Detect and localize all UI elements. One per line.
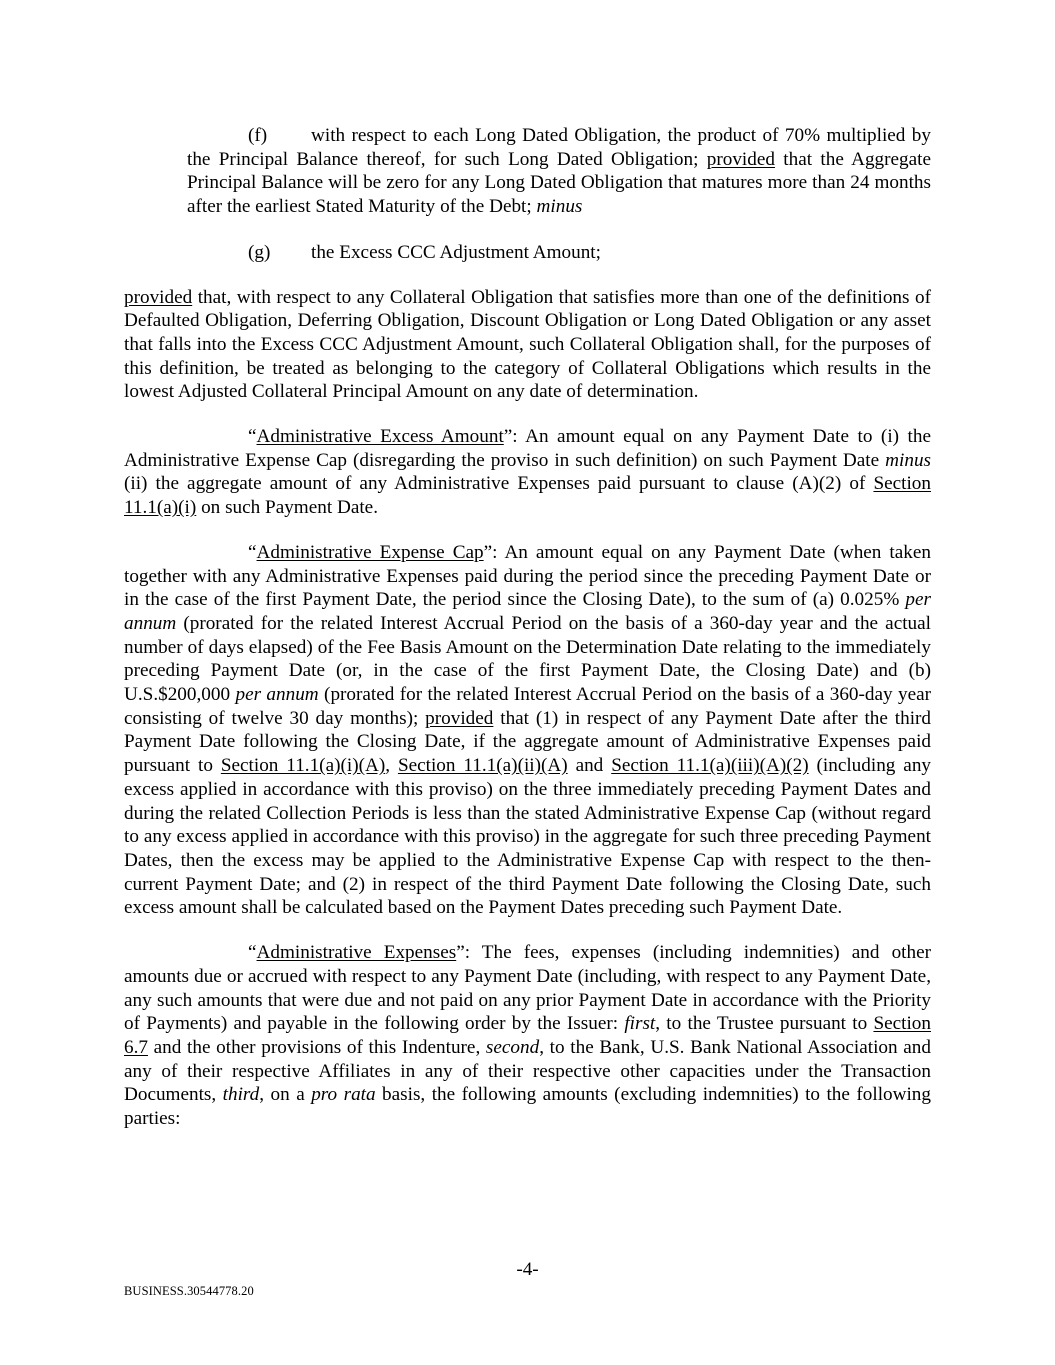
clause-text: the Excess CCC Adjustment Amount;: [311, 241, 601, 263]
proviso-paragraph: [124, 286, 931, 405]
clause-f: [187, 124, 931, 219]
proviso-text: that, with respect to any Collateral Obligation that satisfies more than one of the definitions of Defaulted Obligation, Deferring Obligation, Discount Obligation or Long Dated Obligation or any asset that falls into the Excess CCC Adjustment Amount, such Collateral Obligation shall, for the purposes of this definition, be treated as belonging to the category of Collateral Obligations which results in the lowest Adjusted Collateral Principal Amount on any date of determination.: [124, 286, 931, 403]
definition-text: The fees, expenses (including indemnities) and other amounts due or accrued with respect to any Payment Date (including, with respect to any Payment Date, any such amounts that were due and not paid on any prior Payment Date in accordance with the Priority of Payments) and payable in the following order by the Issuer:: [124, 942, 931, 1035]
definition-text: on such Payment Date.: [196, 497, 378, 519]
provided-term: provided: [124, 286, 193, 308]
open-quote: “: [248, 426, 257, 448]
per-annum-term: per annum: [124, 589, 931, 634]
definition-text: basis, the following amounts (excluding indemnities) to the following parties:: [124, 1084, 931, 1130]
close-quote: ”:: [503, 426, 526, 448]
definition-text: (prorated for the related Interest Accrual Period on the basis of a 360-day year consisting of twelve 30 day months);: [124, 684, 932, 729]
minus-term: minus: [536, 196, 583, 218]
definition-text: and: [567, 755, 612, 777]
definition-administrative-excess-amount: [124, 425, 931, 520]
page-number: -4-: [516, 1259, 539, 1280]
definition-administrative-expenses: [124, 941, 931, 1131]
third-term: third: [222, 1084, 260, 1106]
open-quote: “: [248, 942, 257, 964]
section-reference: Section 11.1(a)(iii)(A)(2): [611, 755, 809, 777]
definition-text: An amount equal on any Payment Date to (i) the Administrative Expense Cap (disregarding the proviso in such definition) on such Payment Date: [124, 426, 931, 471]
section-reference: Section 11.1(a)(ii)(A): [397, 755, 568, 777]
minus-term: minus: [885, 449, 931, 471]
definition-text: ,: [385, 755, 398, 777]
section-reference: Section 11.1(a)(i): [124, 473, 931, 519]
definition-text: that (1) in respect of any Payment Date after the third Payment Date following the Closing Date, if the aggregate amount of Administrative Expenses paid pursuant to: [124, 707, 932, 777]
defined-term: Administrative Expense Cap: [256, 541, 484, 563]
clause-label: (g): [248, 241, 271, 263]
open-quote: “: [248, 541, 257, 563]
document-id: BUSINESS.30544778.20: [124, 1284, 254, 1298]
definition-text: , to the Trustee pursuant to: [655, 1013, 874, 1035]
definition-text: An amount equal on any Payment Date (when taken together with any Administrative Expenses paid during the period since the preceding Payment Date or in the case of the first Payment Date, the period since the Closing Date), to the sum of (a) 0.025%: [124, 541, 931, 611]
second-term: second: [485, 1036, 540, 1058]
defined-term: Administrative Expenses: [256, 942, 457, 964]
section-reference: Section 6.7: [124, 1013, 931, 1058]
definition-text: , on a: [259, 1084, 312, 1106]
definition-text: , to the Bank, U.S. Bank National Association and any of their respective Affiliates in any of their respective other capacities under the Transaction Documents,: [124, 1036, 931, 1106]
definition-text: (ii) the aggregate amount of any Administrative Expenses paid pursuant to clause (A)(2) of: [124, 473, 874, 495]
per-annum-term: per annum: [235, 684, 319, 706]
pro-rata-term: pro rata: [311, 1084, 376, 1106]
clause-text: that the Aggregate Principal Balance will be zero for any Long Dated Obligation that matures more than 24 months after the earliest Stated Maturity of the Debt;: [187, 148, 931, 218]
first-term: first: [624, 1013, 656, 1035]
definition-text: (including any excess applied in accordance with this proviso) on the three immediately preceding Payment Dates and during the related Collection Periods is less than the stated Administrative Expense Cap (without regard to any excess applied in accordance with this proviso) in the aggregate for such three preceding Payment Dates, then the excess may be applied to the Administrative Expense Cap with respect to the then-current Payment Date; and (2) in respect of the third Payment Date following the Closing Date, such excess amount shall be calculated based on the Payment Dates preceding such Payment Date.: [124, 755, 932, 919]
definition-administrative-expense-cap: [124, 541, 931, 920]
document-page: [124, 124, 931, 1131]
clause-g: [248, 241, 931, 265]
provided-term: provided: [425, 707, 494, 729]
defined-term: Administrative Excess Amount: [256, 426, 504, 448]
definition-text: and the other provisions of this Indenture,: [147, 1036, 486, 1058]
close-quote: ”:: [456, 942, 482, 964]
provided-term: provided: [706, 148, 775, 170]
close-quote: ”:: [483, 541, 505, 563]
clause-label: (f): [248, 125, 268, 146]
clause-text: with respect to each Long Dated Obligation, the product of 70% multiplied by the Principal Balance thereof, for such Long Dated Obligation;: [187, 125, 931, 170]
section-reference: Section 11.1(a)(i)(A): [220, 755, 386, 777]
definition-text: (prorated for the related Interest Accrual Period on the basis of a 360-day year and the actual number of days elapsed) of the Fee Basis Amount on the Determination Date relating to the immediately preceding Payment Date (or, in the case of the first Payment Date, the Closing Date) and (b) U.S.$200,000: [124, 612, 931, 706]
